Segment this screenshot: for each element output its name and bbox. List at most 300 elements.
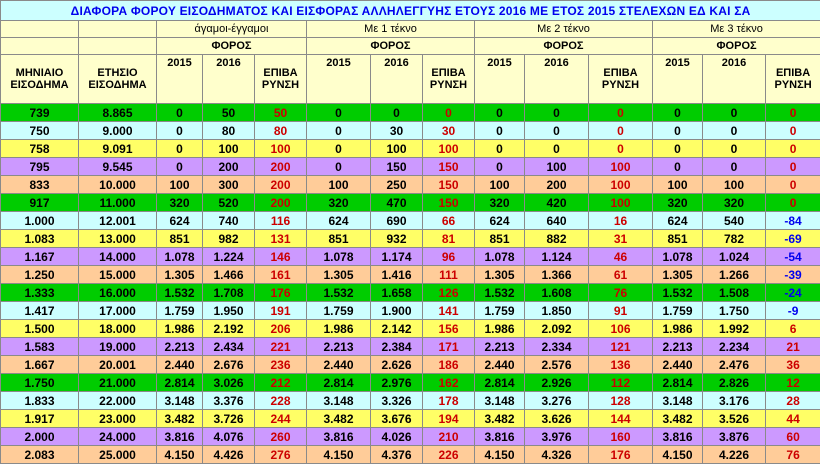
header-blank — [1, 38, 79, 55]
table-row — [1, 158, 820, 176]
tax-2016-cell: 2.192 — [203, 320, 255, 338]
header-blank — [79, 38, 157, 55]
tax-2015-cell: 100 — [307, 176, 371, 194]
tax-increase-cell: 200 — [255, 194, 307, 212]
tax-increase-cell: 100 — [589, 194, 653, 212]
tax-2015-cell: 320 — [307, 194, 371, 212]
tax-2016-cell: 1.366 — [525, 266, 589, 284]
tax-2016-cell: 300 — [203, 176, 255, 194]
table-row — [1, 140, 820, 158]
tax-increase-cell: 100 — [255, 140, 307, 158]
tax-2016-cell: 50 — [203, 104, 255, 122]
tax-2016-cell: 1.174 — [371, 248, 423, 266]
tax-2016-cell: 3.726 — [203, 410, 255, 428]
annual-income-header: ΕΤΗΣΙΟ ΕΙΣΟΔΗΜΑ — [79, 55, 157, 104]
table-row — [1, 194, 820, 212]
monthly-income-header: ΜΗΝΙΑΙΟ ΕΙΣΟΔΗΜΑ — [1, 55, 79, 104]
monthly-income-cell: 1.500 — [1, 320, 79, 338]
table-row — [1, 428, 820, 446]
monthly-income-cell: 1.583 — [1, 338, 79, 356]
increase-header: ΕΠΙΒΑ ΡΥΝΣΗ — [766, 55, 820, 104]
group-header-2-children: Με 2 τέκνο — [475, 21, 653, 38]
annual-income-cell: 20.001 — [79, 356, 157, 374]
tax-2015-cell: 4.150 — [157, 446, 203, 464]
tax-2016-cell: 4.226 — [703, 446, 766, 464]
tax-increase-cell: 131 — [255, 230, 307, 248]
tax-increase-cell: 0 — [766, 158, 820, 176]
tax-2015-cell: 3.816 — [157, 428, 203, 446]
table-row — [1, 122, 820, 140]
monthly-income-cell: 833 — [1, 176, 79, 194]
tax-2016-cell: 1.508 — [703, 284, 766, 302]
tax-2015-cell: 3.482 — [653, 410, 703, 428]
tax-2015-cell: 0 — [653, 122, 703, 140]
tax-header: ΦΟΡΟΣ — [307, 38, 475, 55]
tax-2015-cell: 3.816 — [307, 428, 371, 446]
tax-2015-cell: 320 — [157, 194, 203, 212]
tax-increase-cell: -39 — [766, 266, 820, 284]
tax-increase-cell: 0 — [766, 122, 820, 140]
tax-2015-cell: 0 — [157, 122, 203, 140]
tax-2015-cell: 4.150 — [307, 446, 371, 464]
tax-2015-cell: 0 — [653, 140, 703, 158]
year-2015-header: 2015 — [475, 55, 525, 104]
group-header-3-children: Με 3 τέκνο — [653, 21, 820, 38]
table-row — [1, 392, 820, 410]
tax-2016-cell: 3.676 — [371, 410, 423, 428]
tax-2015-cell: 2.213 — [653, 338, 703, 356]
tax-2015-cell: 100 — [653, 176, 703, 194]
tax-increase-cell: 150 — [423, 194, 475, 212]
tax-2015-cell: 1.305 — [653, 266, 703, 284]
tax-increase-cell: 112 — [589, 374, 653, 392]
tax-increase-cell: 212 — [255, 374, 307, 392]
tax-2015-cell: 2.814 — [475, 374, 525, 392]
tax-2016-cell: 932 — [371, 230, 423, 248]
tax-2015-cell: 1.305 — [475, 266, 525, 284]
annual-income-cell: 19.000 — [79, 338, 157, 356]
table-row — [1, 338, 820, 356]
tax-2016-cell: 1.900 — [371, 302, 423, 320]
tax-2015-cell: 3.482 — [475, 410, 525, 428]
tax-increase-cell: 178 — [423, 392, 475, 410]
annual-income-cell: 24.000 — [79, 428, 157, 446]
tax-2016-cell: 100 — [703, 176, 766, 194]
tax-increase-cell: 121 — [589, 338, 653, 356]
tax-header: ΦΟΡΟΣ — [157, 38, 307, 55]
tax-2016-cell: 882 — [525, 230, 589, 248]
tax-2016-cell: 0 — [371, 104, 423, 122]
year-2016-header: 2016 — [703, 55, 766, 104]
table-row — [1, 356, 820, 374]
tax-2015-cell: 1.078 — [475, 248, 525, 266]
tax-increase-cell: 136 — [589, 356, 653, 374]
annual-income-cell: 14.000 — [79, 248, 157, 266]
tax-increase-cell: 111 — [423, 266, 475, 284]
tax-2015-cell: 2.213 — [475, 338, 525, 356]
tax-2015-cell: 0 — [307, 104, 371, 122]
tax-2015-cell: 0 — [157, 140, 203, 158]
tax-2016-cell: 3.276 — [525, 392, 589, 410]
tax-increase-cell: 96 — [423, 248, 475, 266]
tax-2015-cell: 1.986 — [475, 320, 525, 338]
tax-increase-cell: 150 — [423, 158, 475, 176]
tax-2015-cell: 3.816 — [653, 428, 703, 446]
tax-2016-cell: 1.266 — [703, 266, 766, 284]
tax-2016-cell: 320 — [703, 194, 766, 212]
tax-2016-cell: 2.434 — [203, 338, 255, 356]
tax-2016-cell: 3.326 — [371, 392, 423, 410]
annual-income-cell: 12.001 — [79, 212, 157, 230]
tax-2016-cell: 4.076 — [203, 428, 255, 446]
tax-increase-cell: 171 — [423, 338, 475, 356]
tax-increase-cell: 0 — [766, 194, 820, 212]
tax-increase-cell: 144 — [589, 410, 653, 428]
tax-2016-cell: 1.416 — [371, 266, 423, 284]
tax-increase-cell: 194 — [423, 410, 475, 428]
tax-2016-cell: 100 — [203, 140, 255, 158]
tax-increase-cell: 76 — [589, 284, 653, 302]
tax-2015-cell: 1.305 — [307, 266, 371, 284]
tax-2016-cell: 1.466 — [203, 266, 255, 284]
monthly-income-cell: 1.000 — [1, 212, 79, 230]
tax-2015-cell: 624 — [475, 212, 525, 230]
tax-2016-cell: 4.426 — [203, 446, 255, 464]
tax-2016-cell: 690 — [371, 212, 423, 230]
tax-2016-cell: 1.024 — [703, 248, 766, 266]
table-row — [1, 410, 820, 428]
tax-2015-cell: 0 — [307, 140, 371, 158]
tax-2015-cell: 0 — [475, 104, 525, 122]
year-2016-header: 2016 — [203, 55, 255, 104]
tax-2016-cell: 2.976 — [371, 374, 423, 392]
annual-income-cell: 16.000 — [79, 284, 157, 302]
annual-income-cell: 11.000 — [79, 194, 157, 212]
increase-header: ΕΠΙΒΑ ΡΥΝΣΗ — [423, 55, 475, 104]
tax-increase-cell: 100 — [423, 140, 475, 158]
table-row — [1, 284, 820, 302]
tax-increase-cell: -24 — [766, 284, 820, 302]
annual-income-cell: 9.545 — [79, 158, 157, 176]
tax-2016-cell: 2.826 — [703, 374, 766, 392]
tax-increase-cell: 50 — [255, 104, 307, 122]
tax-increase-cell: 116 — [255, 212, 307, 230]
tax-2016-cell: 4.026 — [371, 428, 423, 446]
tax-2016-cell: 1.658 — [371, 284, 423, 302]
tax-2015-cell: 1.759 — [157, 302, 203, 320]
tax-2016-cell: 520 — [203, 194, 255, 212]
tax-increase-cell: 276 — [255, 446, 307, 464]
tax-2015-cell: 1.759 — [307, 302, 371, 320]
tax-2015-cell: 1.305 — [157, 266, 203, 284]
tax-2016-cell: 3.526 — [703, 410, 766, 428]
tax-2015-cell: 0 — [475, 140, 525, 158]
tax-2016-cell: 540 — [703, 212, 766, 230]
tax-increase-cell: 46 — [589, 248, 653, 266]
tax-2015-cell: 100 — [475, 176, 525, 194]
tax-increase-cell: 31 — [589, 230, 653, 248]
tax-2015-cell: 624 — [653, 212, 703, 230]
tax-header: ΦΟΡΟΣ — [475, 38, 653, 55]
monthly-income-cell: 1.917 — [1, 410, 79, 428]
annual-income-cell: 15.000 — [79, 266, 157, 284]
tax-2015-cell: 624 — [157, 212, 203, 230]
tax-2015-cell: 2.440 — [475, 356, 525, 374]
year-2016-header: 2016 — [525, 55, 589, 104]
tax-2016-cell: 3.026 — [203, 374, 255, 392]
tax-increase-cell: 126 — [423, 284, 475, 302]
annual-income-cell: 10.000 — [79, 176, 157, 194]
table-row — [1, 176, 820, 194]
tax-2015-cell: 1.532 — [475, 284, 525, 302]
monthly-income-cell: 1.750 — [1, 374, 79, 392]
annual-income-cell: 9.091 — [79, 140, 157, 158]
tax-increase-cell: 141 — [423, 302, 475, 320]
annual-income-cell: 23.000 — [79, 410, 157, 428]
tax-2016-cell: 2.926 — [525, 374, 589, 392]
tax-increase-cell: 44 — [766, 410, 820, 428]
monthly-income-cell: 1.333 — [1, 284, 79, 302]
tax-increase-cell: 160 — [589, 428, 653, 446]
tax-2015-cell: 1.759 — [475, 302, 525, 320]
year-2016-header: 2016 — [371, 55, 423, 104]
tax-increase-cell: 228 — [255, 392, 307, 410]
tax-increase-cell: 21 — [766, 338, 820, 356]
table-row — [1, 320, 820, 338]
tax-2016-cell: 200 — [525, 176, 589, 194]
tax-2015-cell: 2.440 — [307, 356, 371, 374]
tax-increase-cell: 0 — [589, 122, 653, 140]
tax-increase-cell: 30 — [423, 122, 475, 140]
tax-increase-cell: 12 — [766, 374, 820, 392]
tax-2016-cell: 0 — [703, 158, 766, 176]
group-header-single-married: άγαμοι-έγγαμοι — [157, 21, 307, 38]
tax-2015-cell: 2.440 — [157, 356, 203, 374]
tax-increase-cell: 200 — [255, 158, 307, 176]
increase-header: ΕΠΙΒΑ ΡΥΝΣΗ — [255, 55, 307, 104]
tax-increase-cell: 100 — [589, 176, 653, 194]
monthly-income-cell: 1.083 — [1, 230, 79, 248]
tax-2015-cell: 3.148 — [157, 392, 203, 410]
tax-2016-cell: 2.626 — [371, 356, 423, 374]
increase-header: ΕΠΙΒΑ ΡΥΝΣΗ — [589, 55, 653, 104]
tax-2015-cell: 320 — [475, 194, 525, 212]
tax-increase-cell: 28 — [766, 392, 820, 410]
tax-increase-cell: -9 — [766, 302, 820, 320]
tax-increase-cell: 176 — [255, 284, 307, 302]
tax-2016-cell: 30 — [371, 122, 423, 140]
tax-2016-cell: 100 — [371, 140, 423, 158]
annual-income-cell: 21.000 — [79, 374, 157, 392]
tax-increase-cell: 36 — [766, 356, 820, 374]
tax-2016-cell: 982 — [203, 230, 255, 248]
tax-2016-cell: 0 — [703, 104, 766, 122]
tax-2016-cell: 0 — [525, 122, 589, 140]
tax-2016-cell: 420 — [525, 194, 589, 212]
tax-2015-cell: 1.532 — [307, 284, 371, 302]
tax-2016-cell: 740 — [203, 212, 255, 230]
monthly-income-cell: 739 — [1, 104, 79, 122]
tax-increase-cell: 106 — [589, 320, 653, 338]
tax-2016-cell: 2.476 — [703, 356, 766, 374]
monthly-income-cell: 1.417 — [1, 302, 79, 320]
table-row — [1, 446, 820, 464]
sheet-title: ΔΙΑΦΟΡΑ ΦΟΡΟΥ ΕΙΣΟΔΗΜΑΤΟΣ ΚΑΙ ΕΙΣΦΟΡΑΣ ΑΛΛΗΛΕΓΓΥΗΣ ΕΤΟΥΣ 2016 ΜΕ ΕΤΟΣ 2015 ΣΤΕΛΕΧΩΝ ΕΔ ΚΑΙ ΣΑ — [1, 1, 820, 21]
tax-2016-cell: 3.976 — [525, 428, 589, 446]
tax-increase-cell: 210 — [423, 428, 475, 446]
tax-increase-cell: 200 — [255, 176, 307, 194]
tax-increase-cell: 0 — [589, 140, 653, 158]
monthly-income-cell: 750 — [1, 122, 79, 140]
tax-2016-cell: 2.576 — [525, 356, 589, 374]
tax-header: ΦΟΡΟΣ — [653, 38, 820, 55]
tax-increase-cell: 128 — [589, 392, 653, 410]
table-row — [1, 248, 820, 266]
tax-2016-cell: 782 — [703, 230, 766, 248]
annual-income-cell: 17.000 — [79, 302, 157, 320]
tax-2015-cell: 3.148 — [653, 392, 703, 410]
tax-increase-cell: 206 — [255, 320, 307, 338]
table-row — [1, 212, 820, 230]
tax-2016-cell: 0 — [525, 104, 589, 122]
tax-2016-cell: 1.750 — [703, 302, 766, 320]
tax-increase-cell: 0 — [423, 104, 475, 122]
tax-increase-cell: 156 — [423, 320, 475, 338]
tax-2015-cell: 3.148 — [307, 392, 371, 410]
tax-2016-cell: 3.376 — [203, 392, 255, 410]
tax-2015-cell: 1.759 — [653, 302, 703, 320]
tax-2015-cell: 624 — [307, 212, 371, 230]
monthly-income-cell: 1.833 — [1, 392, 79, 410]
tax-2015-cell: 1.532 — [157, 284, 203, 302]
tax-2015-cell: 2.440 — [653, 356, 703, 374]
tax-2016-cell: 1.950 — [203, 302, 255, 320]
tax-2016-cell: 640 — [525, 212, 589, 230]
tax-increase-cell: 80 — [255, 122, 307, 140]
tax-increase-cell: 150 — [423, 176, 475, 194]
table-row — [1, 374, 820, 392]
tax-2016-cell: 2.142 — [371, 320, 423, 338]
tax-2015-cell: 4.150 — [475, 446, 525, 464]
tax-2015-cell: 1.078 — [307, 248, 371, 266]
tax-2015-cell: 1.078 — [157, 248, 203, 266]
tax-2016-cell: 100 — [525, 158, 589, 176]
tax-2016-cell: 1.850 — [525, 302, 589, 320]
table-row — [1, 230, 820, 248]
annual-income-cell: 18.000 — [79, 320, 157, 338]
tax-2015-cell: 2.213 — [157, 338, 203, 356]
tax-2015-cell: 2.814 — [307, 374, 371, 392]
tax-2015-cell: 0 — [307, 122, 371, 140]
tax-increase-cell: 226 — [423, 446, 475, 464]
tax-increase-cell: 100 — [589, 158, 653, 176]
monthly-income-cell: 917 — [1, 194, 79, 212]
tax-2015-cell: 1.986 — [157, 320, 203, 338]
tax-increase-cell: 162 — [423, 374, 475, 392]
tax-increase-cell: -84 — [766, 212, 820, 230]
tax-increase-cell: 16 — [589, 212, 653, 230]
tax-increase-cell: -54 — [766, 248, 820, 266]
table-row — [1, 266, 820, 284]
tax-2016-cell: 3.176 — [703, 392, 766, 410]
tax-2016-cell: 3.876 — [703, 428, 766, 446]
tax-2015-cell: 0 — [653, 158, 703, 176]
tax-2015-cell: 3.482 — [307, 410, 371, 428]
table-row — [1, 104, 820, 122]
tax-2016-cell: 0 — [703, 140, 766, 158]
tax-increase-cell: 0 — [766, 176, 820, 194]
tax-increase-cell: -69 — [766, 230, 820, 248]
tax-2016-cell: 150 — [371, 158, 423, 176]
year-2015-header: 2015 — [653, 55, 703, 104]
monthly-income-cell: 1.667 — [1, 356, 79, 374]
tax-2016-cell: 1.124 — [525, 248, 589, 266]
tax-increase-cell: 161 — [255, 266, 307, 284]
tax-increase-cell: 61 — [589, 266, 653, 284]
tax-2016-cell: 1.608 — [525, 284, 589, 302]
annual-income-cell: 13.000 — [79, 230, 157, 248]
tax-2015-cell: 0 — [475, 158, 525, 176]
monthly-income-cell: 2.000 — [1, 428, 79, 446]
tax-increase-cell: 0 — [589, 104, 653, 122]
tax-increase-cell: 244 — [255, 410, 307, 428]
tax-2015-cell: 3.816 — [475, 428, 525, 446]
tax-2015-cell: 0 — [157, 158, 203, 176]
monthly-income-cell: 795 — [1, 158, 79, 176]
tax-2016-cell: 0 — [703, 122, 766, 140]
year-2015-header: 2015 — [157, 55, 203, 104]
tax-increase-cell: 6 — [766, 320, 820, 338]
tax-2016-cell: 4.376 — [371, 446, 423, 464]
tax-2015-cell: 100 — [157, 176, 203, 194]
tax-2016-cell: 2.334 — [525, 338, 589, 356]
tax-2015-cell: 0 — [475, 122, 525, 140]
tax-2015-cell: 3.482 — [157, 410, 203, 428]
tax-2015-cell: 1.078 — [653, 248, 703, 266]
monthly-income-cell: 2.083 — [1, 446, 79, 464]
tax-2016-cell: 1.708 — [203, 284, 255, 302]
tax-2015-cell: 851 — [307, 230, 371, 248]
tax-2015-cell: 0 — [653, 104, 703, 122]
tax-2015-cell: 1.986 — [307, 320, 371, 338]
monthly-income-cell: 1.167 — [1, 248, 79, 266]
tax-2015-cell: 320 — [653, 194, 703, 212]
tax-increase-cell: 60 — [766, 428, 820, 446]
tax-increase-cell: 66 — [423, 212, 475, 230]
tax-2015-cell: 1.532 — [653, 284, 703, 302]
tax-2016-cell: 2.676 — [203, 356, 255, 374]
tax-2015-cell: 2.213 — [307, 338, 371, 356]
tax-2016-cell: 2.234 — [703, 338, 766, 356]
tax-increase-cell: 146 — [255, 248, 307, 266]
tax-2015-cell: 851 — [653, 230, 703, 248]
tax-increase-cell: 91 — [589, 302, 653, 320]
tax-2015-cell: 0 — [157, 104, 203, 122]
tax-increase-cell: 76 — [766, 446, 820, 464]
tax-2016-cell: 4.326 — [525, 446, 589, 464]
tax-2016-cell: 200 — [203, 158, 255, 176]
tax-2015-cell: 851 — [157, 230, 203, 248]
tax-2016-cell: 470 — [371, 194, 423, 212]
tax-2015-cell: 0 — [307, 158, 371, 176]
tax-increase-cell: 0 — [766, 140, 820, 158]
tax-2016-cell: 80 — [203, 122, 255, 140]
tax-2016-cell: 3.626 — [525, 410, 589, 428]
monthly-income-cell: 1.250 — [1, 266, 79, 284]
group-header-1-child: Με 1 τέκνο — [307, 21, 475, 38]
tax-increase-cell: 0 — [766, 104, 820, 122]
tax-increase-cell: 81 — [423, 230, 475, 248]
